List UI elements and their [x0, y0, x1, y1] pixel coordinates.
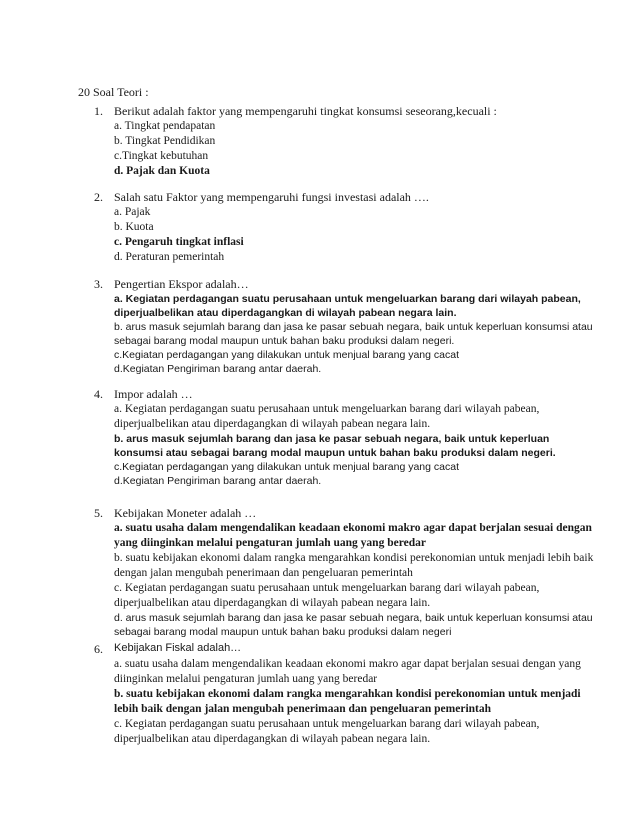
option-b-answer: b. suatu kebijakan ekonomi dalam rangka mengarahkan kondisi perekonomian untuk menjadi lebih baik dengan jalan mengubah penerimaan dan pengeluaran pemerintah	[114, 688, 584, 715]
option-b: b. Tingkat Pendidikan	[114, 135, 216, 147]
option-d-answer: d. Pajak dan Kuota	[114, 165, 210, 177]
question-number: 5.	[94, 506, 103, 520]
question-text: Salah satu Faktor yang mempengaruhi fungsi investasi adalah ….	[114, 190, 429, 204]
option-b: b. arus masuk sejumlah barang dan jasa ke pasar sebuah negara, baik untuk keperluan konsumsi atau sebagai barang modal maupun untuk bahan baku produksi dalam negeri.	[114, 321, 596, 347]
question-number: 4.	[94, 387, 103, 401]
question-number: 1.	[94, 104, 103, 118]
question-4	[94, 386, 594, 488]
question-5	[94, 505, 597, 639]
option-a: a. Kegiatan perdagangan suatu perusahaan untuk mengeluarkan barang dari wilayah pabean, diperjualbelikan atau diperdagangkan di wilayah pabean negara lain.	[114, 403, 543, 430]
question-1	[94, 103, 594, 179]
option-d: d.Kegiatan Pengiriman barang antar daerah.	[114, 363, 322, 375]
option-a: a. Pajak	[114, 206, 151, 218]
option-a: a. Tingkat pendapatan	[114, 120, 216, 132]
option-c: c. Kegiatan perdagangan suatu perusahaan untuk mengeluarkan barang dari wilayah pabean, diperjualbelikan atau diperdagangkan di wilayah pabean negara lain.	[114, 718, 543, 745]
question-number: 6.	[94, 642, 103, 656]
question-text: Kebijakan Fiskal adalah…	[114, 642, 242, 654]
option-b: b. Kuota	[114, 221, 154, 233]
question-3	[94, 276, 594, 376]
option-c: c.Kegiatan perdagangan yang dilakukan untuk menjual barang yang cacat	[114, 349, 459, 361]
option-a: a. suatu usaha dalam mengendalikan keadaan ekonomi makro agar dapat berjalan sesuai dengan yang diinginkan melalui pengaturan jumlah uang yang beredar	[114, 658, 584, 685]
option-b-answer: b. arus masuk sejumlah barang dan jasa ke pasar sebuah negara, baik untuk keperluan konsumsi atau sebagai barang modal maupun untuk bahan baku produksi dalam negeri.	[114, 433, 556, 459]
option-a-answer: a. suatu usaha dalam mengendalikan keadaan ekonomi makro agar dapat berjalan sesuai dengan yang diinginkan melalui pengaturan jumlah uang yang beredar	[114, 522, 595, 549]
option-b: b. suatu kebijakan ekonomi dalam rangka mengarahkan kondisi perekonomian untuk menjadi lebih baik dengan jalan mengubah penerimaan dan pengeluaran pemerintah	[114, 552, 597, 579]
option-d: d. Peraturan pemerintah	[114, 251, 225, 263]
question-text: Kebijakan Moneter adalah …	[114, 506, 257, 520]
question-text: Berikut adalah faktor yang mempengaruhi tingkat konsumsi seseorang,kecuali :	[114, 104, 497, 118]
question-2	[94, 189, 594, 265]
option-c-answer: c. Pengaruh tingkat inflasi	[114, 236, 244, 248]
question-text: Pengertian Ekspor adalah…	[114, 277, 249, 291]
option-d: d.Kegiatan Pengiriman barang antar daerah.	[114, 475, 322, 487]
question-number: 2.	[94, 190, 103, 204]
option-c: c. Kegiatan perdagangan suatu perusahaan untuk mengeluarkan barang dari wilayah pabean, diperjualbelikan atau diperdagangkan di wilayah pabean negara lain.	[114, 582, 543, 609]
question-number: 3.	[94, 277, 103, 291]
option-a-answer: a. Kegiatan perdagangan suatu perusahaan untuk mengeluarkan barang dari wilayah pabean, diperjualbelikan atau diperdagangkan di wilayah pabean negara lain.	[114, 293, 584, 319]
option-d: d. arus masuk sejumlah barang dan jasa ke pasar sebuah negara, baik untuk keperluan konsumsi atau sebagai barang modal maupun untuk bahan baku produksi dalam negeri	[114, 612, 596, 638]
question-6	[94, 641, 594, 747]
option-c: c.Kegiatan perdagangan yang dilakukan untuk menjual barang yang cacat	[114, 461, 459, 473]
page-heading: 20 Soal Teori :	[78, 85, 149, 99]
question-text: Impor adalah …	[114, 387, 193, 401]
option-c: c.Tingkat kebutuhan	[114, 150, 209, 162]
